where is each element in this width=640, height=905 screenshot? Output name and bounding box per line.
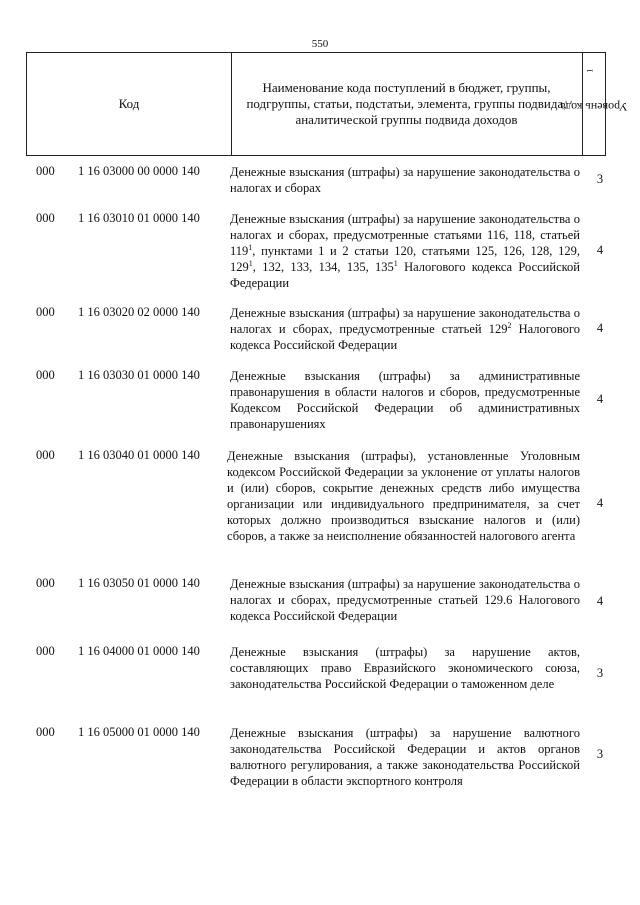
row-admin-code: 000 [36, 644, 55, 658]
header-level-label: Уровень кода [560, 99, 628, 114]
row-level: 4 [596, 243, 604, 257]
row-admin-code: 000 [36, 368, 55, 382]
row-code: 1 16 03050 01 0000 140 [78, 576, 200, 590]
header-name: Наименование кода поступлений в бюджет, группы, подгруппы, статьи, подстатьи, элемента, группы подвида, аналитической группы подвида доходов [231, 53, 583, 155]
row-code: 1 16 04000 01 0000 140 [78, 644, 200, 658]
header-code: Код [27, 53, 232, 155]
row-code: 1 16 03030 01 0000 140 [78, 368, 200, 382]
row-name: Денежные взыскания (штрафы), установленные Уголовным кодексом Российской Федерации за уклонение от уплаты налогов и (или) сборов, сокрытие денежных средств либо имущества организации или индивидуального предпринимателя, за счет которых должно производиться взыскание налогов и (или) сборов, а также за неисполнение обязанностей налогового агента [227, 449, 580, 543]
row-name: Денежные взыскания (штрафы) за нарушение законодательства о налогах и сборах, предусмотренные статьей 129.6 Налогового кодекса Российской Федерации [230, 577, 580, 623]
row-level: 4 [596, 496, 604, 510]
row-admin-code: 000 [36, 305, 55, 319]
row-level: 4 [596, 392, 604, 406]
row-name: Денежные взыскания (штрафы) за нарушение актов, составляющих право Евразийского экономического союза, законодательства Российской Федерации о таможенном деле [230, 645, 580, 691]
header-level-sup: 1 [585, 68, 595, 73]
row-level: 4 [596, 594, 604, 608]
row-level: 4 [596, 321, 604, 335]
row-name: Денежные взыскания (штрафы) за нарушение законодательства о налогах и сборах [230, 165, 580, 195]
row-code: 1 16 03040 01 0000 140 [78, 448, 200, 462]
row-code: 1 16 03020 02 0000 140 [78, 305, 200, 319]
row-name: Денежные взыскания (штрафы) за нарушение законодательства о налогах и сборах, предусмотренные статьей $129^2$ Налогового кодекса Российской Федерации [230, 306, 580, 352]
page-number: 550 [311, 38, 329, 50]
row-level: 3 [596, 747, 604, 761]
table-header [26, 52, 628, 156]
row-code: 1 16 03010 01 0000 140 [78, 211, 200, 225]
header-level [560, 53, 628, 155]
row-admin-code: 000 [36, 164, 55, 178]
row-admin-code: 000 [36, 448, 55, 462]
row-name: Денежные взыскания (штрафы) за нарушение валютного законодательства Российской Федерации и актов органов валютного регулирования, а также законодательства Российской Федерации в области экспортного контроля [230, 726, 580, 788]
row-code: 1 16 03000 00 0000 140 [78, 164, 200, 178]
row-admin-code: 000 [36, 725, 55, 739]
row-admin-code: 000 [36, 576, 55, 590]
row-admin-code: 000 [36, 211, 55, 225]
row-level: 3 [596, 666, 604, 680]
row-level: 3 [596, 172, 604, 186]
row-name: Денежные взыскания (штрафы) за нарушение законодательства о налогах и сборах, предусмотренные статьями 116, 118, статьей $119^1$, пунктами 1 и 2 статьи 120, статьями 125, 126, 128, 129, $129^1$, 132, 133, 134, 135, $135^1$ Налогового кодекса Российской Федерации [230, 212, 580, 290]
row-code: 1 16 05000 01 0000 140 [78, 725, 200, 739]
row-name: Денежные взыскания (штрафы) за административные правонарушения в области налогов и сборов, предусмотренные Кодексом Российской Федерации об административных правонарушениях [230, 369, 580, 431]
